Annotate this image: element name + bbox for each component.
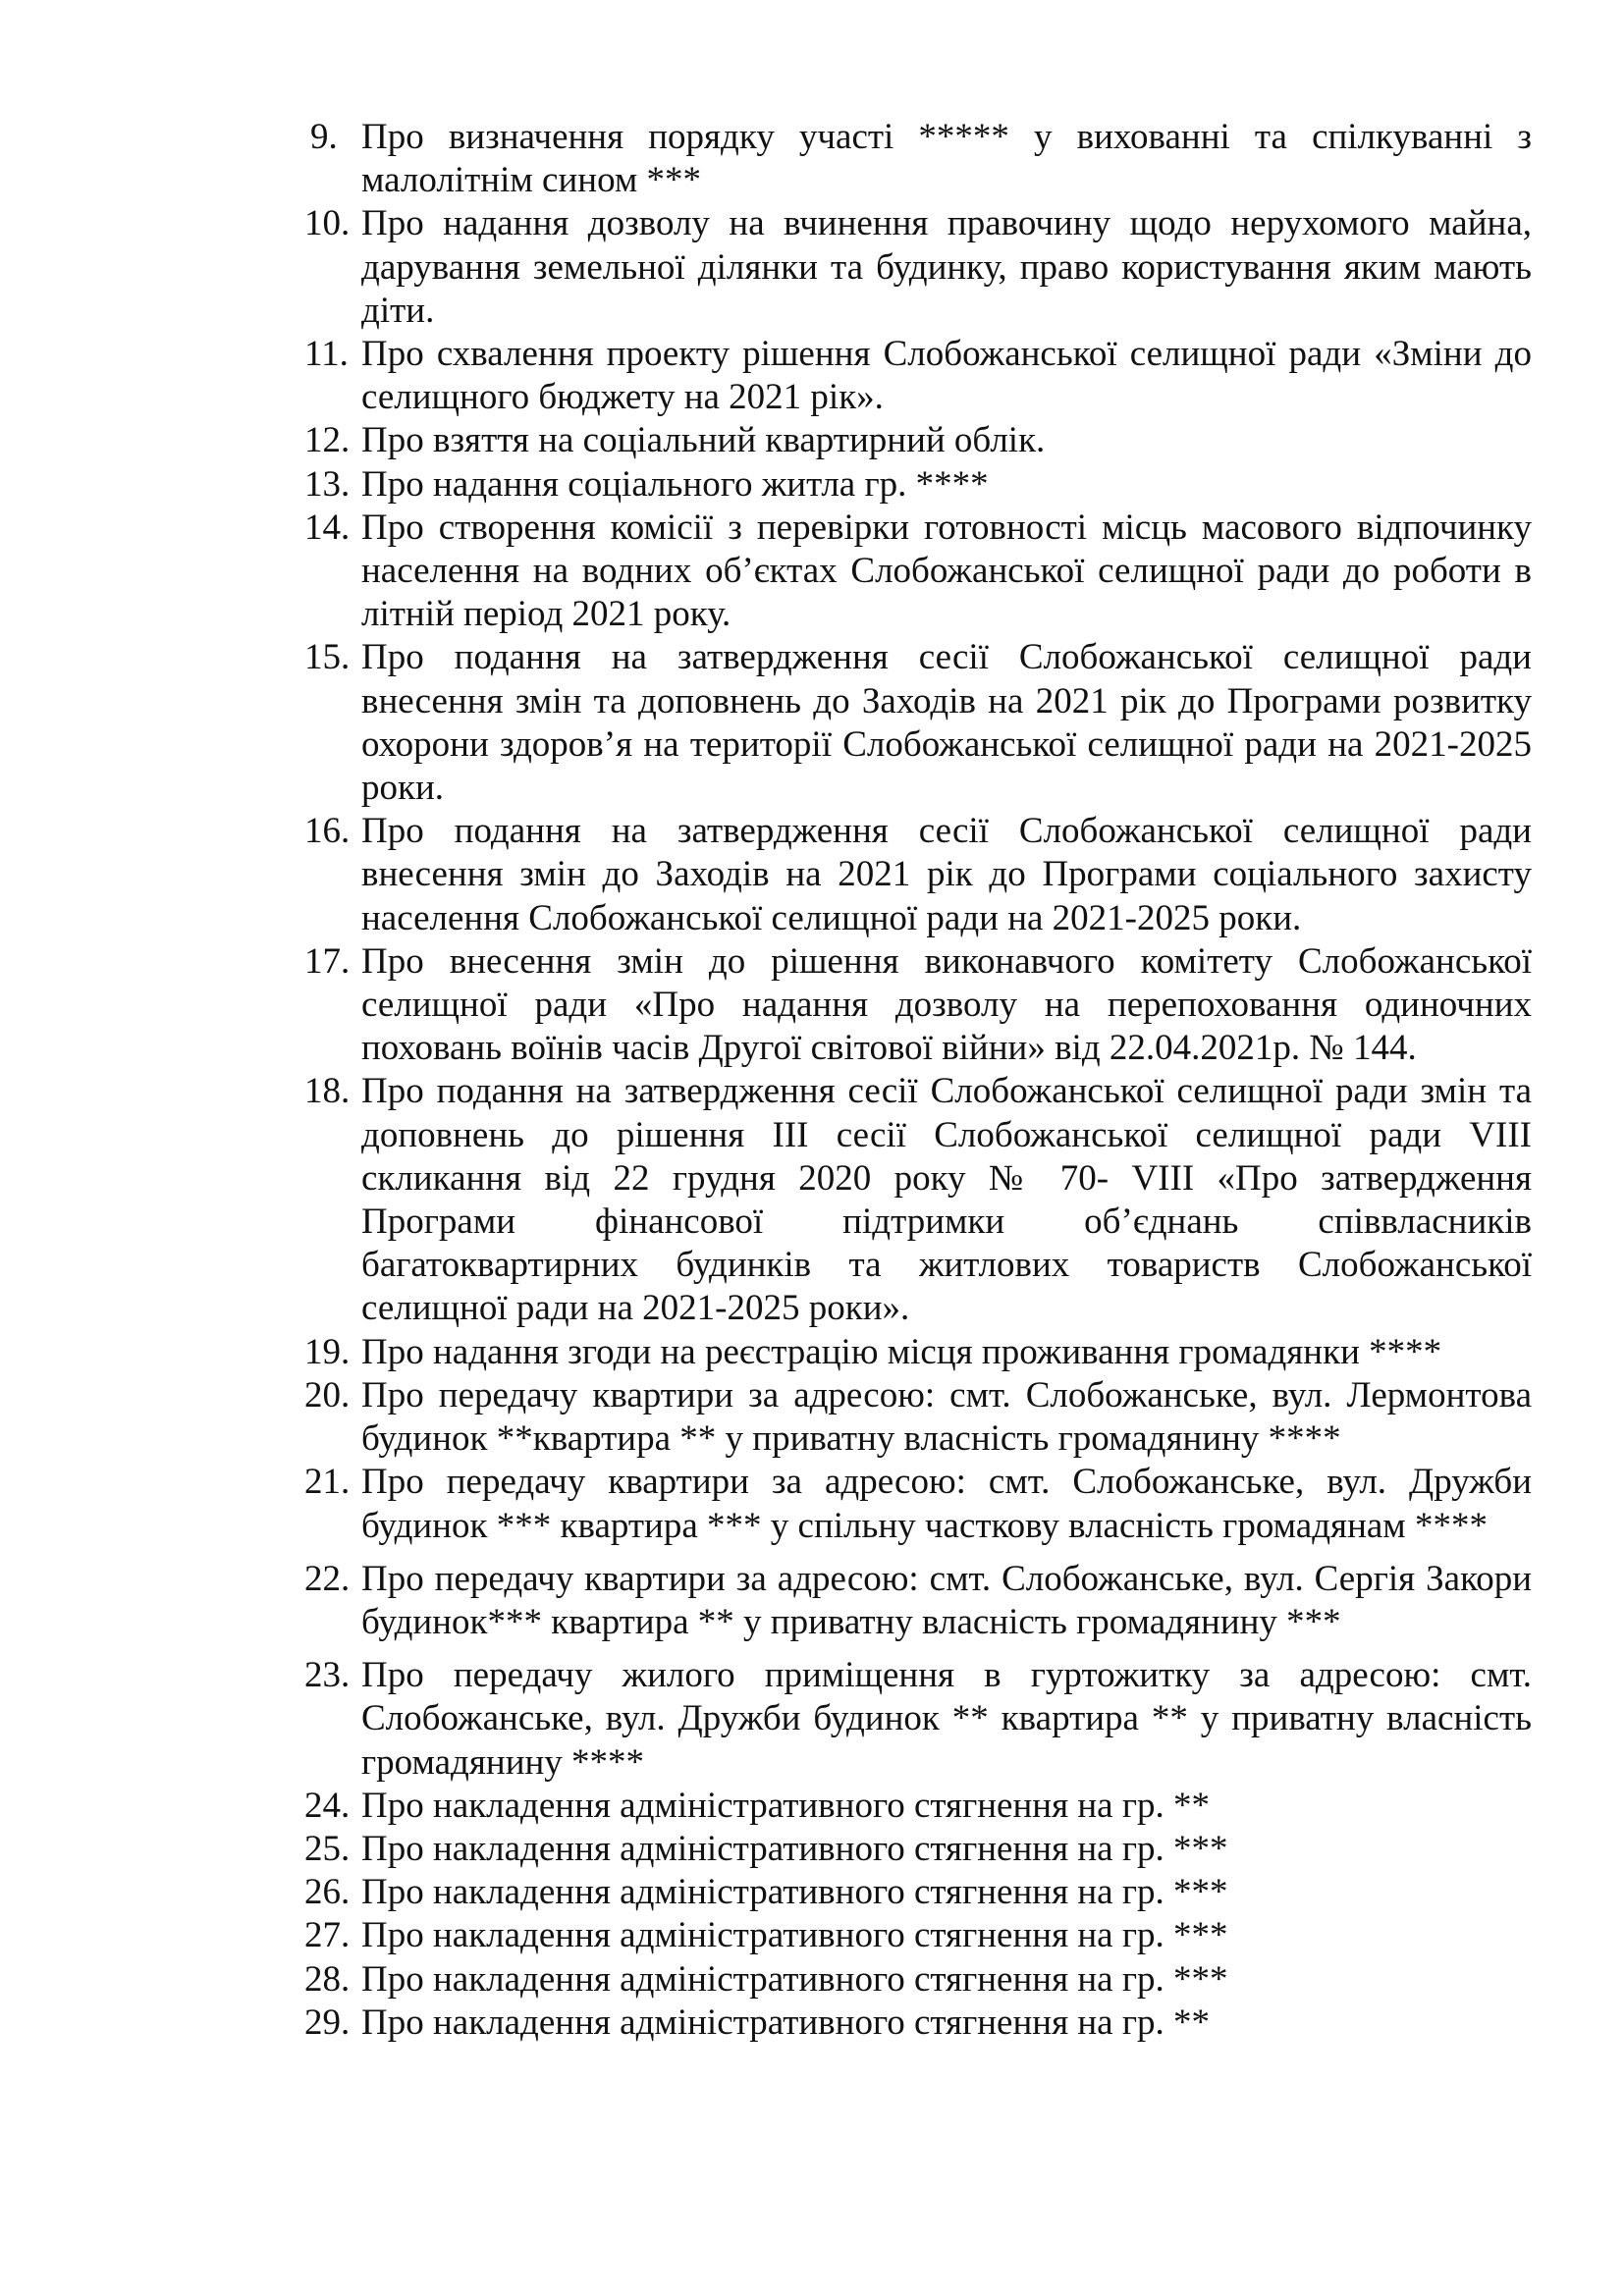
item-text: Про накладення адміністративного стягнення на гр. *** (361, 1915, 1228, 1956)
agenda-item (304, 810, 1532, 940)
item-number: 11. (304, 334, 349, 375)
item-text: Про передачу квартири за адресою: смт. Слобожанське, вул. Дружби будинок *** квартира *** у спільну часткову власність громадянам **** (361, 1462, 1532, 1546)
agenda-item (304, 1914, 1532, 1957)
item-number: 28. (304, 1958, 351, 2000)
item-number: 15. (304, 637, 351, 678)
item-text: Про схвалення проекту рішення Слобожанської селищної ради «Зміни до селищного бюджету на 2021 рік». (361, 334, 1532, 418)
item-text: Про накладення адміністративного стягнення на гр. ** (361, 1785, 1210, 1826)
agenda-item (304, 1871, 1532, 1914)
item-number: 27. (304, 1915, 351, 1956)
agenda-item (304, 1654, 1532, 1785)
item-text: Про подання на затвердження сесії Слобожанської селищної ради змін та доповнень до рішення ІІІ сесії Слобожанської селищної ради VIII скликання від 22 грудня 2020 року № 70- VIII «Про затвердження Програми фінансової підтримки об’єднань співвласників багатоквартирних будинків та житлових товариств Слобожанської селищної ради на 2021-2025 роки». (361, 1071, 1532, 1329)
agenda-item (304, 1785, 1532, 1828)
agenda-item (304, 1958, 1532, 2002)
item-text: Про надання згоди на реєстрацію місця проживання громадянки **** (361, 1331, 1442, 1372)
agenda-item (304, 419, 1532, 462)
item-text: Про передачу жилого приміщення в гуртожитку за адресою: смт. Слобожанське, вул. Дружби будинок ** квартира ** у приватну власність громадянину **** (361, 1655, 1532, 1783)
item-text: Про передачу квартири за адресою: смт. Слобожанське, вул. Сергія Закори будинок*** квартира ** у приватну власність громадянину *** (361, 1558, 1532, 1642)
item-number: 25. (304, 1828, 351, 1869)
agenda-item (304, 1070, 1532, 1330)
item-text: Про надання соціального житла гр. **** (361, 463, 989, 505)
item-number: 24. (304, 1785, 351, 1826)
item-number: 18. (304, 1071, 351, 1112)
agenda-item (304, 2002, 1532, 2045)
agenda-item (304, 507, 1532, 637)
agenda-item (304, 1828, 1532, 1871)
item-text: Про накладення адміністративного стягнення на гр. *** (361, 1958, 1228, 2000)
item-number: 10. (304, 203, 351, 244)
item-number: 23. (304, 1655, 351, 1696)
item-number: 22. (304, 1558, 351, 1599)
item-number: 21. (304, 1462, 351, 1503)
agenda-item (304, 1374, 1532, 1461)
agenda-item (310, 116, 1532, 202)
agenda-item (304, 1331, 1532, 1374)
item-number: 20. (304, 1374, 351, 1415)
item-text: Про визначення порядку участі ***** у вихованні та спілкуванні з малолітнім сином *** (361, 117, 1532, 201)
agenda-item (304, 1558, 1532, 1644)
item-text: Про накладення адміністративного стягнення на гр. *** (361, 1828, 1228, 1869)
item-text: Про створення комісії з перевірки готовності місць масового відпочинку населення на водних об’єктах Слобожанської селищної ради до роботи в літній період 2021 року. (361, 507, 1532, 635)
item-number: 26. (304, 1872, 351, 1913)
item-number: 9. (310, 117, 338, 157)
item-text: Про взяття на соціальний квартирний облік. (361, 420, 1046, 461)
item-text: Про передачу квартири за адресою: смт. Слобожанське, вул. Лермонтова будинок **квартира ** у приватну власність громадянину **** (361, 1374, 1532, 1460)
item-number: 13. (304, 463, 351, 505)
item-number: 14. (304, 507, 351, 548)
agenda-list (304, 116, 1532, 2045)
item-number: 17. (304, 940, 351, 982)
item-text: Про надання дозволу на вчинення правочину щодо нерухомого майна, дарування земельної ділянки та будинку, право користування яким мають діти. (361, 203, 1532, 331)
item-text: Про внесення змін до рішення виконавчого комітету Слобожанської селищної ради «Про надання дозволу на перепоховання одиночних поховань воїнів часів Другої світової війни» від 22.04.2021р. № 144. (361, 940, 1532, 1069)
item-text: Про подання на затвердження сесії Слобожанської селищної ради внесення змін до Заходів на 2021 рік до Програми соціального захисту населення Слобожанської селищної ради на 2021-2025 роки. (361, 811, 1532, 938)
item-number: 16. (304, 811, 351, 852)
item-number: 19. (304, 1331, 351, 1372)
item-text: Про накладення адміністративного стягнення на гр. ** (361, 2002, 1210, 2043)
agenda-item (304, 333, 1532, 419)
item-text: Про подання на затвердження сесії Слобожанської селищної ради внесення змін та доповнень до Заходів на 2021 рік до Програми розвитку охорони здоров’я на території Слобожанської селищної ради на 2021-2025 роки. (361, 637, 1532, 809)
agenda-item (304, 940, 1532, 1071)
item-number: 29. (304, 2002, 351, 2043)
agenda-item (304, 463, 1532, 507)
agenda-item (304, 636, 1532, 810)
agenda-item (304, 1461, 1532, 1547)
agenda-item (304, 202, 1532, 333)
item-number: 12. (304, 420, 351, 461)
item-text: Про накладення адміністративного стягнення на гр. *** (361, 1872, 1228, 1913)
